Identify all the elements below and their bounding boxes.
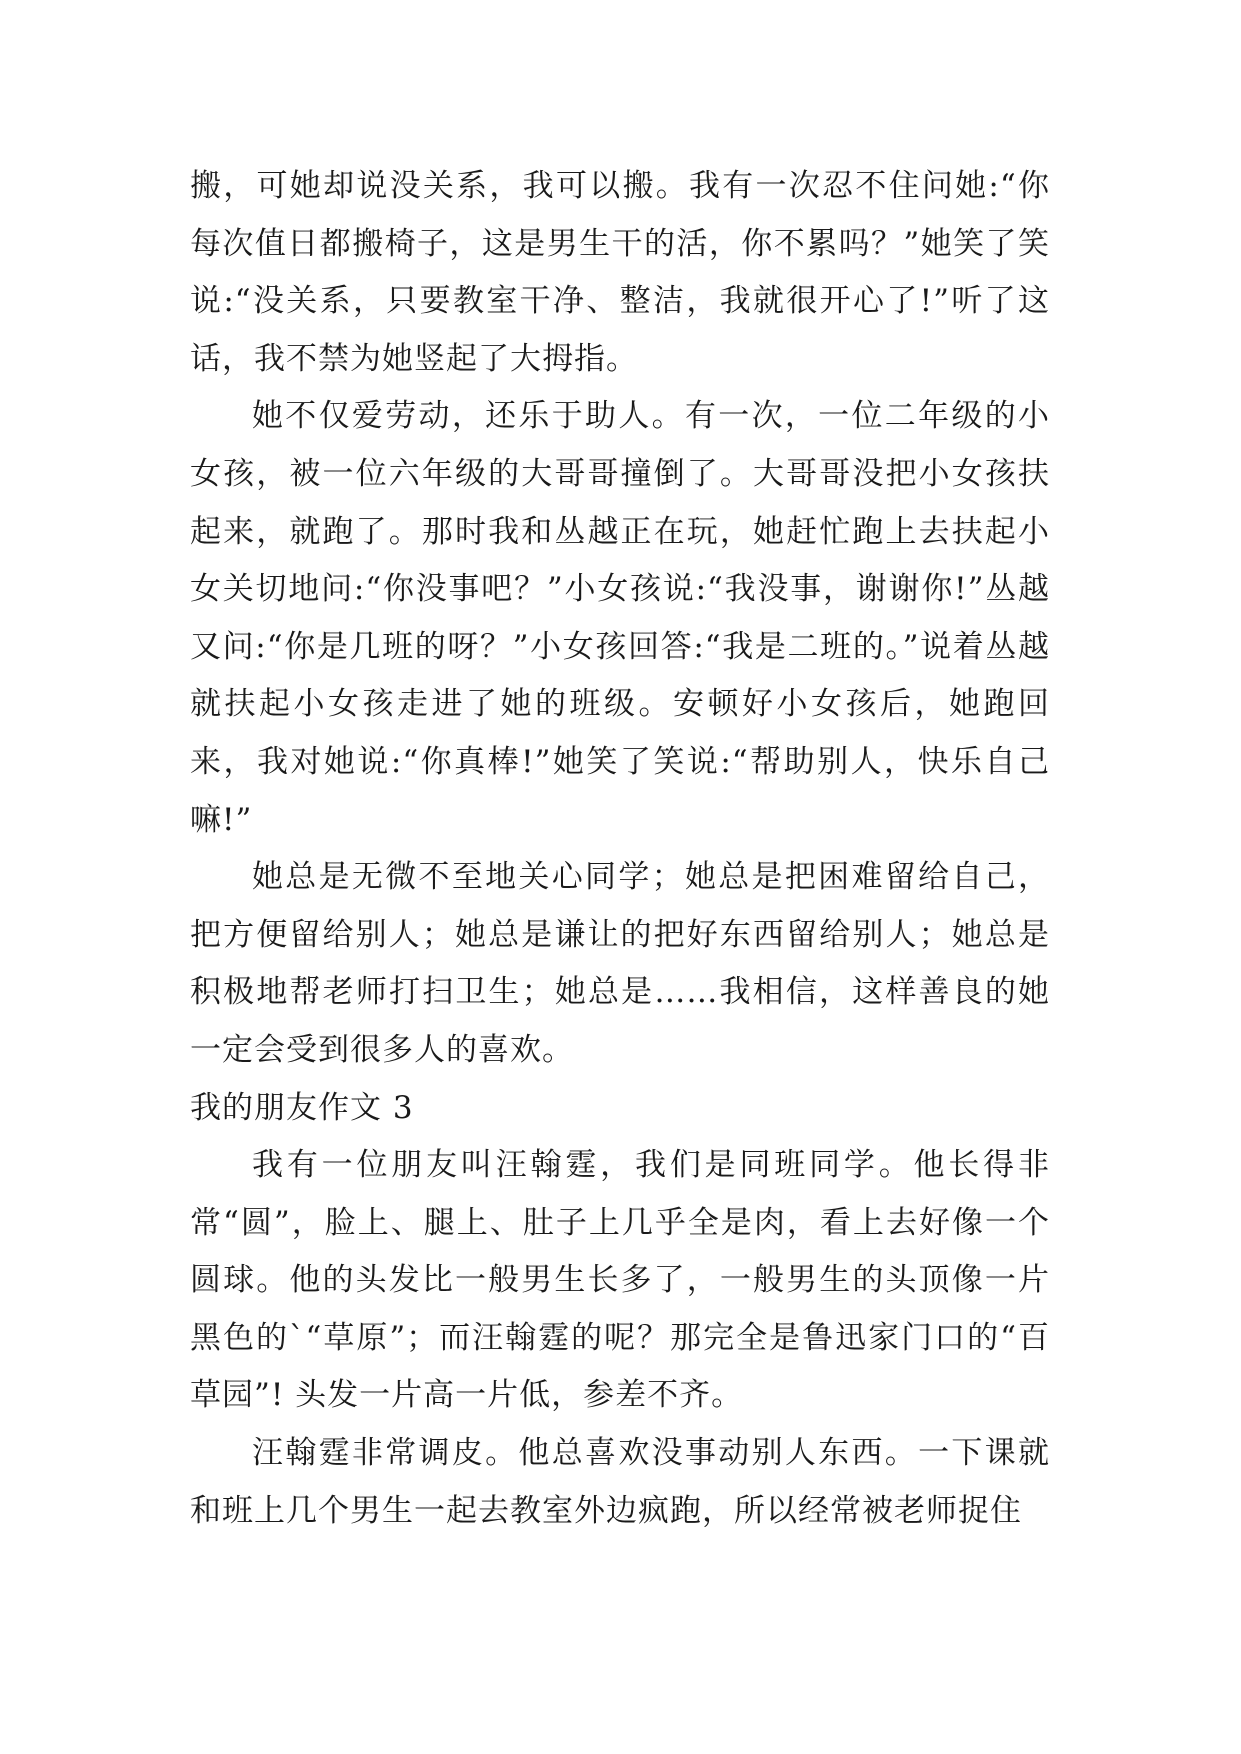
paragraph-helping-others: 她不仅爱劳动，还乐于助人。有一次，一位二年级的小女孩，被一位六年级的大哥哥撞倒了。大哥哥没把小女孩扶起来，就跑了。那时我和丛越正在玩，她赶忙跑上去扶起小女关切地问:“你没事吧？”小女孩说:“我没事，谢谢你!”丛越又问:“你是几班的呀？”小女孩回答:“我是二班的。”说着丛越就扶起小女孩走进了她的班级。安顿好小女孩后，她跑回来，我对她说:“你真棒!”她笑了笑说:“帮助别人，快乐自己嘛!”: [190, 398, 1050, 838]
essay-heading: 我的朋友作文 3: [190, 1089, 414, 1126]
paragraph-continued: 搬，可她却说没关系，我可以搬。我有一次忍不住问她:“你每次值日都搬椅子，这是男生干的活，你不累吗？”她笑了笑说:“没关系，只要教室干净、整洁，我就很开心了!”听了这话，我不禁为她竖起了大拇指。: [190, 168, 1050, 377]
paragraph-friend-intro: 我有一位朋友叫汪翰霆，我们是同班同学。他长得非常“圆”，脸上、腿上、肚子上几乎全是肉，看上去好像一个圆球。他的头发比一般男生长多了，一般男生的头顶像一片黑色的`“草原”；而汪翰霆的呢？那完全是鲁迅家门口的“百草园”! 头发一片高一片低，参差不齐。: [190, 1147, 1050, 1414]
paragraph-naughty: 汪翰霆非常调皮。他总喜欢没事动别人东西。一下课就和班上几个男生一起去教室外边疯跑，所以经常被老师捉住: [190, 1435, 1050, 1529]
paragraph-summary: 她总是无微不至地关心同学；她总是把困难留给自己，把方便留给别人；她总是谦让的把好东西留给别人；她总是积极地帮老师打扫卫生；她总是……我相信，这样善良的她一定会受到很多人的喜欢。: [190, 859, 1050, 1068]
document-body: [190, 158, 1050, 1540]
